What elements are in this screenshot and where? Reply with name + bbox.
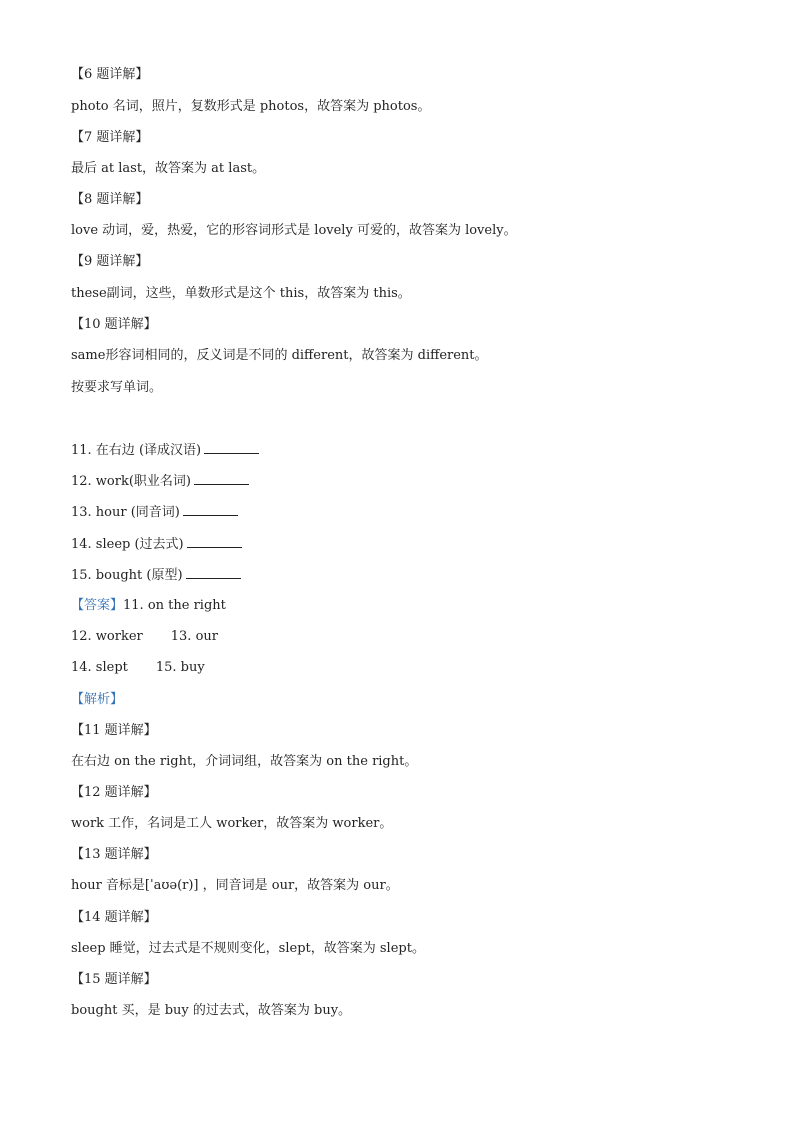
q6-explanation: photo 名词，照片，复数形式是 photos，故答案为 photos。	[71, 99, 431, 114]
analysis-label: 【解析】	[71, 692, 124, 707]
answer-blank	[194, 472, 249, 485]
q12-heading: 【12 题详解】	[71, 785, 157, 800]
answer-blank	[204, 441, 259, 454]
answer-blank	[183, 503, 238, 516]
answer-11: 11. on the right	[123, 598, 226, 613]
question-12	[71, 472, 249, 491]
question-text: 11. 在右边 (译成汉语)	[71, 443, 202, 458]
q12-explanation: work 工作，名词是工人 worker，故答案为 worker。	[71, 816, 393, 831]
q9-explanation: these副词，这些，单数形式是这个 this，故答案为 this。	[71, 286, 411, 301]
question-text: 15. bought (原型)	[71, 568, 183, 583]
q7-heading: 【7 题详解】	[71, 130, 149, 145]
answer-row-2	[71, 628, 218, 646]
answer-14: 14. slept	[71, 660, 128, 675]
question-14	[71, 535, 242, 554]
answer-label: 【答案】	[71, 598, 124, 613]
q14-explanation: sleep 睡觉，过去式是不规则变化，slept，故答案为 slept。	[71, 941, 425, 956]
q15-heading: 【15 题详解】	[71, 972, 157, 987]
q13-explanation: hour 音标是[ˈaʊə(r)] ，同音词是 our，故答案为 our。	[71, 878, 399, 893]
answer-12: 12. worker	[71, 629, 143, 644]
question-15	[71, 566, 241, 585]
instruction: 按要求写单词。	[71, 380, 163, 395]
q6-heading: 【6 题详解】	[71, 67, 149, 82]
question-11	[71, 441, 259, 460]
q11-heading: 【11 题详解】	[71, 723, 157, 738]
question-text: 12. work(职业名词)	[71, 474, 191, 489]
answer-row-3	[71, 659, 205, 677]
q10-explanation: same形容词相同的，反义词是不同的 different，故答案为 different。	[71, 348, 488, 363]
answer-15: 15. buy	[155, 660, 205, 675]
q7-explanation: 最后 at last，故答案为 at last。	[71, 161, 266, 176]
q15-explanation: bought 买，是 buy 的过去式，故答案为 buy。	[71, 1003, 352, 1018]
question-text: 13. hour (同音词)	[71, 505, 180, 520]
question-text: 14. sleep (过去式)	[71, 537, 184, 552]
q8-heading: 【8 题详解】	[71, 192, 149, 207]
q11-explanation: 在右边 on the right，介词词组，故答案为 on the right。	[71, 754, 418, 769]
answer-row-1	[71, 597, 226, 615]
q9-heading: 【9 题详解】	[71, 254, 149, 269]
answer-blank	[186, 566, 241, 579]
q10-heading: 【10 题详解】	[71, 317, 157, 332]
question-13	[71, 503, 238, 522]
q14-heading: 【14 题详解】	[71, 910, 157, 925]
answer-blank	[187, 535, 242, 548]
q13-heading: 【13 题详解】	[71, 847, 157, 862]
answer-13: 13. our	[170, 629, 218, 644]
q8-explanation: love 动词，爱，热爱，它的形容词形式是 lovely 可爱的，故答案为 lovely。	[71, 223, 517, 238]
